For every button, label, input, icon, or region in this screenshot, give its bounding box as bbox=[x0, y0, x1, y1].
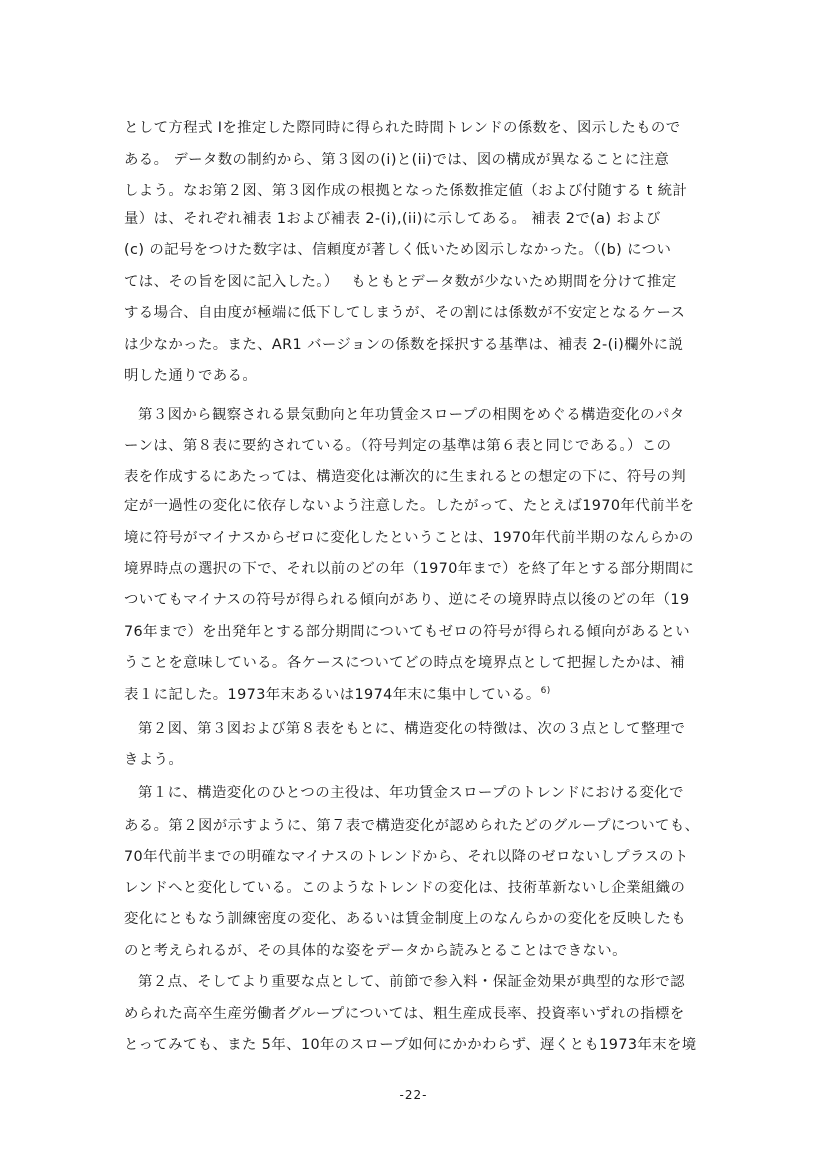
text-line: ある。第２図が示すように、第７表で構造変化が認められたどのグループについても、 bbox=[124, 818, 700, 834]
text-line: 第２点、そしてより重要な点として、前節で参入料・保証金効果が典型的な形で認 bbox=[138, 974, 685, 990]
footnote-marker: 6) bbox=[540, 686, 551, 696]
text-line: として方程式 Iを推定した際同時に得られた時間トレンドの係数を、図示したもので bbox=[124, 120, 681, 136]
page-number: -22- bbox=[399, 1088, 428, 1102]
text-line: する場合、自由度が極端に低下してしまうが、その割には係数が不安定となるケース bbox=[124, 305, 686, 321]
text-line: 定が一過性の変化に依存しないよう注意した。したがって、たとえば1970年代前半を bbox=[124, 498, 695, 514]
text-line: ある。 データ数の制約から、第３図の(i)と(ii)では、図の構成が異なることに注意 bbox=[124, 152, 670, 168]
text-line: (c) の記号をつけた数字は、信頼度が著しく低いため図示しなかった。（(b) につい bbox=[124, 242, 672, 258]
text-line: うことを意味している。各ケースについてどの時点を境界点として把握したかは、補 bbox=[124, 655, 686, 671]
text-line: 変化にともなう訓練密度の変化、あるいは賃金制度上のなんらかの変化を反映したも bbox=[124, 911, 687, 927]
text-line: ーンは、第８表に要約されている。（符号判定の基準は第６表と同じである。）この bbox=[124, 438, 672, 454]
text-line: 境界時点の選択の下で、それ以前のどの年（1970年まで）を終了年とする部分期間に bbox=[124, 561, 695, 577]
text-line: 70年代前半までの明確なマイナスのトレンドから、それ以降のゼロないしプラスのト bbox=[124, 849, 689, 865]
text-line: 境に符号がマイナスからゼロに変化したということは、1970年代前半期のなんらかの bbox=[124, 530, 694, 546]
text-line: しよう。なお第２図、第３図作成の根拠となった係数推定値（および付随する t 統計 bbox=[124, 183, 688, 199]
text-line: められた高卒生産労働者グループについては、粗生産成長率、投資率いずれの指標を bbox=[124, 1006, 685, 1022]
text-line: 第３図から観察される景気動向と年功賃金スロープの相関をめぐる構造変化のパタ bbox=[138, 407, 685, 423]
text-line: 明した通りである。 bbox=[124, 368, 258, 384]
text-content: 表１に記した。1973年末あるいは1974年末に集中している。 bbox=[124, 687, 541, 703]
text-line: ては、その旨を図に記入した。） もともとデータ数が少ないため期間を分けて推定 bbox=[124, 274, 677, 290]
text-line: 量）は、それぞれ補表 1および補表 2-(i),(ii)に示してある。 補表 2で(a) および bbox=[124, 211, 661, 227]
text-line: ついてもマイナスの符号が得られる傾向があり、逆にその境界時点以後のどの年（19 bbox=[124, 592, 690, 608]
text-line: レンドへと変化している。このようなトレンドの変化は、技術革新ないし企業組織の bbox=[124, 880, 686, 896]
text-line: は少なかった。また、AR1 バージョンの係数を採択する基準は、補表 2-(i)欄外に説 bbox=[124, 337, 684, 353]
text-line: きよう。 bbox=[124, 752, 184, 768]
text-line: のと考えられるが、その具体的な姿をデータから読みとることはできない。 bbox=[124, 943, 627, 959]
text-line: とってみても、また 5年、10年のスロープ如何にかかわらず、遅くとも1973年末を境 bbox=[124, 1037, 697, 1053]
text-line: 表を作成するにあたっては、構造変化は漸次的に生まれるとの想定の下に、符号の判 bbox=[124, 469, 687, 485]
text-line: 76年まで）を出発年とする部分期間についてもゼロの符号が得られる傾向があるとい bbox=[124, 624, 691, 640]
text-line: 第１に、構造変化のひとつの主役は、年功賃金スロープのトレンドにおける変化で bbox=[138, 785, 684, 801]
text-line: 第２図、第３図および第８表をもとに、構造変化の特徴は、次の３点として整理で bbox=[138, 721, 686, 737]
text-line bbox=[124, 683, 551, 707]
